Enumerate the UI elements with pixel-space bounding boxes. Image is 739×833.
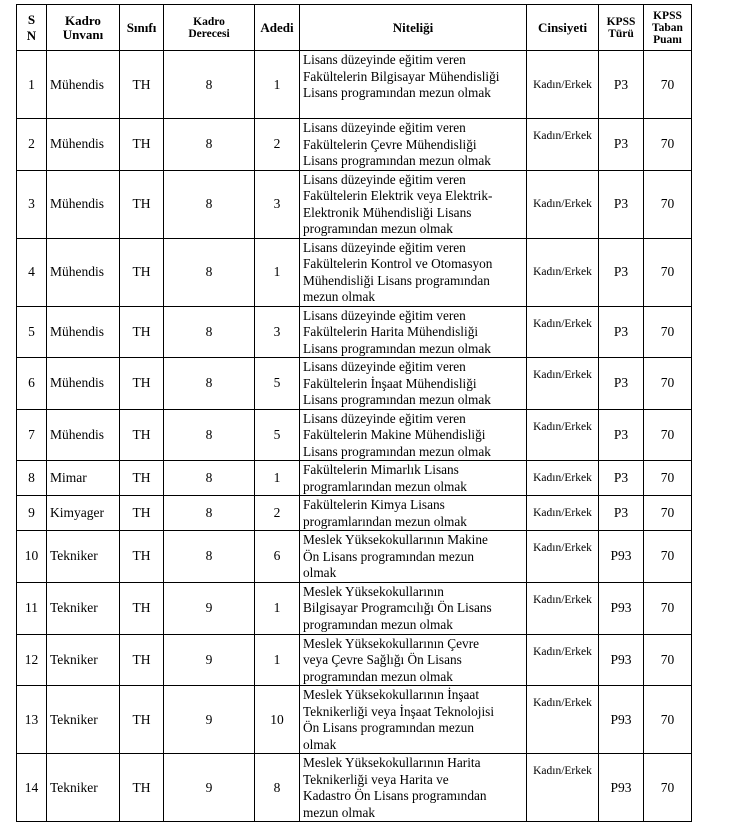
cell-sinifi: TH — [120, 409, 164, 461]
cell-kpss-turu: P3 — [599, 238, 644, 306]
cell-kpss-turu: P3 — [599, 461, 644, 496]
qualification-line: Meslek Yüksekokullarının İnşaat — [303, 687, 480, 702]
staff-positions-table — [16, 4, 692, 822]
cell-adedi: 1 — [255, 461, 300, 496]
header-derece-line1: Kadro — [193, 15, 225, 28]
qualification-line: Lisans düzeyinde eğitim veren — [303, 359, 466, 374]
cell-sn: 3 — [17, 170, 47, 238]
cell-kpss-turu: P3 — [599, 170, 644, 238]
cell-kadro-derecesi: 8 — [164, 119, 255, 171]
cell-kadro-derecesi: 8 — [164, 531, 255, 583]
cell-cinsiyeti: Kadın/Erkek — [527, 358, 599, 410]
qualification-line: Elektronik Mühendisliği Lisans — [303, 204, 472, 220]
document-page — [16, 4, 692, 822]
qualification-line: mezun olmak — [303, 289, 376, 304]
qualification-line: Ön Lisans programından mezun — [303, 720, 474, 735]
qualification-line: Fakültelerin İnşaat Mühendisliği — [303, 375, 477, 391]
table-row — [17, 170, 692, 238]
cell-niteligi — [300, 754, 527, 822]
cell-niteligi — [300, 51, 527, 119]
cell-kadro-derecesi: 9 — [164, 754, 255, 822]
qualification-line: Lisans programından mezun olmak — [303, 85, 491, 100]
cell-kadro-derecesi: 8 — [164, 306, 255, 358]
cell-kadro-unvani: Tekniker — [47, 634, 120, 686]
cell-kpss-turu: P93 — [599, 634, 644, 686]
cell-kadro-derecesi: 8 — [164, 238, 255, 306]
cell-kpss-turu: P3 — [599, 409, 644, 461]
header-unvan-line2: Unvanı — [62, 26, 104, 42]
qualification-line: mezun olmak — [303, 804, 376, 820]
qualification-line: programlarından mezun olmak — [303, 478, 467, 494]
cell-kpss-taban-puani: 70 — [644, 409, 692, 461]
cell-kadro-unvani: Mühendis — [47, 358, 120, 410]
cell-sn: 4 — [17, 238, 47, 306]
cell-adedi: 1 — [255, 634, 300, 686]
cell-kpss-turu: P3 — [599, 119, 644, 171]
cell-kadro-unvani: Mühendis — [47, 119, 120, 171]
qualification-line: Meslek Yüksekokullarının Makine — [303, 532, 488, 547]
cell-cinsiyeti: Kadın/Erkek — [527, 754, 599, 822]
table-row — [17, 754, 692, 822]
header-kadro-unvani — [47, 5, 120, 51]
cell-kpss-turu: P3 — [599, 51, 644, 119]
cell-niteligi — [300, 170, 527, 238]
cell-sn: 8 — [17, 461, 47, 496]
cell-sn: 9 — [17, 496, 47, 531]
qualification-line: Lisans düzeyinde eğitim veren — [303, 239, 466, 255]
cell-niteligi — [300, 496, 527, 531]
table-row — [17, 358, 692, 410]
qualification-line: olmak — [303, 565, 337, 580]
qualification-line: programından mezun olmak — [303, 668, 453, 684]
cell-kpss-taban-puani: 70 — [644, 754, 692, 822]
cell-adedi: 1 — [255, 582, 300, 634]
qualification-line: Teknikerliği veya İnşaat Teknolojisi — [303, 703, 495, 719]
cell-kadro-unvani: Mühendis — [47, 51, 120, 119]
header-sinifi: Sınıfı — [120, 5, 164, 51]
cell-adedi: 3 — [255, 170, 300, 238]
cell-sn: 11 — [17, 582, 47, 634]
qualification-line: Fakültelerin Çevre Mühendisliği — [303, 136, 477, 152]
qualification-line: Fakültelerin Makine Mühendisliği — [303, 427, 486, 442]
cell-sn: 6 — [17, 358, 47, 410]
header-kpss-puan-line2: Taban — [652, 21, 683, 34]
qualification-line: Lisans programından mezun olmak — [303, 153, 491, 168]
table-row — [17, 686, 692, 754]
qualification-line: Lisans düzeyinde eğitim veren — [303, 52, 466, 67]
cell-cinsiyeti: Kadın/Erkek — [527, 531, 599, 583]
cell-kadro-unvani: Mühendis — [47, 238, 120, 306]
qualification-line: Lisans düzeyinde eğitim veren — [303, 410, 466, 426]
qualification-line: Kadastro Ön Lisans programından — [303, 788, 487, 803]
cell-kpss-taban-puani: 70 — [644, 238, 692, 306]
cell-kpss-taban-puani: 70 — [644, 119, 692, 171]
cell-kadro-unvani: Tekniker — [47, 582, 120, 634]
table-row — [17, 238, 692, 306]
qualification-line: Lisans programından mezun olmak — [303, 392, 491, 407]
cell-adedi: 10 — [255, 686, 300, 754]
cell-sinifi: TH — [120, 531, 164, 583]
cell-sinifi: TH — [120, 582, 164, 634]
cell-sinifi: TH — [120, 119, 164, 171]
cell-kadro-derecesi: 8 — [164, 358, 255, 410]
cell-sn: 14 — [17, 754, 47, 822]
qualification-line: Lisans düzeyinde eğitim veren — [303, 171, 466, 187]
cell-niteligi — [300, 358, 527, 410]
header-niteligi: Niteliği — [300, 5, 527, 51]
qualification-line: Fakültelerin Harita Mühendisliği — [303, 324, 479, 339]
header-adedi: Adedi — [255, 5, 300, 51]
qualification-line: Lisans programından mezun olmak — [303, 443, 491, 459]
cell-kpss-taban-puani: 70 — [644, 51, 692, 119]
header-sn-line1: S — [27, 11, 36, 27]
cell-niteligi — [300, 582, 527, 634]
cell-sn: 10 — [17, 531, 47, 583]
cell-sn: 13 — [17, 686, 47, 754]
table-row — [17, 496, 692, 531]
table-row — [17, 51, 692, 119]
qualification-line: Bilgisayar Programcılığı Ön Lisans — [303, 600, 492, 615]
header-kadro-derecesi — [164, 5, 255, 51]
cell-kpss-taban-puani: 70 — [644, 582, 692, 634]
cell-sinifi: TH — [120, 170, 164, 238]
qualification-line: Meslek Yüksekokullarının — [303, 583, 444, 599]
cell-adedi: 1 — [255, 51, 300, 119]
cell-kpss-taban-puani: 70 — [644, 496, 692, 531]
qualification-line: Fakültelerin Kontrol ve Otomasyon — [303, 256, 493, 271]
cell-niteligi — [300, 461, 527, 496]
cell-niteligi — [300, 409, 527, 461]
cell-kpss-taban-puani: 70 — [644, 634, 692, 686]
table-row — [17, 582, 692, 634]
cell-kpss-turu: P3 — [599, 496, 644, 531]
qualification-line: Meslek Yüksekokullarının Harita — [303, 755, 481, 770]
cell-kpss-turu: P3 — [599, 358, 644, 410]
table-row — [17, 306, 692, 358]
cell-kpss-turu: P93 — [599, 582, 644, 634]
cell-kadro-unvani: Mühendis — [47, 170, 120, 238]
qualification-line: programından mezun olmak — [303, 616, 453, 632]
cell-kadro-unvani: Mimar — [47, 461, 120, 496]
qualification-line: programlarından mezun olmak — [303, 513, 467, 529]
cell-cinsiyeti: Kadın/Erkek — [527, 306, 599, 358]
header-derece-line2: Derecesi — [188, 27, 230, 40]
cell-cinsiyeti: Kadın/Erkek — [527, 634, 599, 686]
table-row — [17, 531, 692, 583]
header-kpss-turu-line2: Türü — [608, 27, 634, 40]
qualification-line: Lisans düzeyinde eğitim veren — [303, 120, 466, 135]
cell-kpss-taban-puani: 70 — [644, 531, 692, 583]
table-row — [17, 119, 692, 171]
cell-kadro-derecesi: 9 — [164, 582, 255, 634]
cell-sn: 7 — [17, 409, 47, 461]
table-row — [17, 634, 692, 686]
cell-adedi: 2 — [255, 119, 300, 171]
header-sn-line2: N — [26, 27, 37, 43]
header-kpss-taban-puani — [644, 5, 692, 51]
table-body — [17, 51, 692, 822]
header-kpss-puan-line1: KPSS — [653, 9, 682, 22]
cell-sn: 2 — [17, 119, 47, 171]
header-unvan-line1: Kadro — [65, 12, 101, 28]
cell-cinsiyeti: Kadın/Erkek — [527, 582, 599, 634]
cell-kadro-derecesi: 8 — [164, 496, 255, 531]
cell-adedi: 8 — [255, 754, 300, 822]
qualification-line: Mühendisliği Lisans programından — [303, 272, 490, 288]
table-row — [17, 409, 692, 461]
cell-sn: 1 — [17, 51, 47, 119]
cell-kadro-unvani: Mühendis — [47, 306, 120, 358]
cell-cinsiyeti: Kadın/Erkek — [527, 170, 599, 238]
qualification-line: Fakültelerin Bilgisayar Mühendisliği — [303, 68, 500, 84]
cell-adedi: 5 — [255, 358, 300, 410]
cell-adedi: 2 — [255, 496, 300, 531]
cell-kpss-turu: P93 — [599, 686, 644, 754]
cell-kadro-unvani: Kimyager — [47, 496, 120, 531]
cell-cinsiyeti: Kadın/Erkek — [527, 51, 599, 119]
cell-niteligi — [300, 119, 527, 171]
table-row — [17, 461, 692, 496]
qualification-line: Teknikerliği veya Harita ve — [303, 771, 449, 787]
cell-adedi: 3 — [255, 306, 300, 358]
cell-kadro-derecesi: 8 — [164, 409, 255, 461]
cell-kpss-taban-puani: 70 — [644, 358, 692, 410]
header-kpss-puan-line3: Puanı — [653, 33, 682, 46]
cell-sinifi: TH — [120, 754, 164, 822]
cell-kpss-taban-puani: 70 — [644, 686, 692, 754]
header-kpss-turu — [599, 5, 644, 51]
qualification-line: programından mezun olmak — [303, 221, 453, 236]
cell-cinsiyeti: Kadın/Erkek — [527, 496, 599, 531]
qualification-line: veya Çevre Sağlığı Ön Lisans — [303, 652, 462, 667]
header-kpss-turu-line1: KPSS — [606, 15, 636, 28]
qualification-line: Fakültelerin Kimya Lisans — [303, 497, 445, 512]
cell-sinifi: TH — [120, 634, 164, 686]
cell-adedi: 1 — [255, 238, 300, 306]
cell-sn: 12 — [17, 634, 47, 686]
cell-kpss-turu: P3 — [599, 306, 644, 358]
cell-niteligi — [300, 238, 527, 306]
cell-kadro-unvani: Tekniker — [47, 754, 120, 822]
cell-niteligi — [300, 531, 527, 583]
qualification-line: Lisans düzeyinde eğitim veren — [303, 307, 466, 323]
qualification-line: olmak — [303, 736, 337, 752]
cell-sinifi: TH — [120, 686, 164, 754]
cell-niteligi — [300, 686, 527, 754]
cell-kpss-taban-puani: 70 — [644, 170, 692, 238]
cell-kadro-unvani: Tekniker — [47, 686, 120, 754]
qualification-line: Ön Lisans programından mezun — [303, 548, 474, 564]
cell-kadro-derecesi: 8 — [164, 51, 255, 119]
cell-adedi: 6 — [255, 531, 300, 583]
cell-kadro-unvani: Tekniker — [47, 531, 120, 583]
cell-cinsiyeti: Kadın/Erkek — [527, 409, 599, 461]
cell-sinifi: TH — [120, 358, 164, 410]
cell-cinsiyeti: Kadın/Erkek — [527, 686, 599, 754]
cell-niteligi — [300, 306, 527, 358]
qualification-line: Lisans programından mezun olmak — [303, 340, 491, 356]
cell-niteligi — [300, 634, 527, 686]
cell-sinifi: TH — [120, 238, 164, 306]
cell-cinsiyeti: Kadın/Erkek — [527, 238, 599, 306]
cell-cinsiyeti: Kadın/Erkek — [527, 119, 599, 171]
qualification-line: Fakültelerin Mimarlık Lisans — [303, 462, 459, 477]
cell-kadro-derecesi: 8 — [164, 170, 255, 238]
cell-sinifi: TH — [120, 461, 164, 496]
cell-kadro-unvani: Mühendis — [47, 409, 120, 461]
cell-cinsiyeti: Kadın/Erkek — [527, 461, 599, 496]
cell-sinifi: TH — [120, 306, 164, 358]
cell-kpss-taban-puani: 70 — [644, 306, 692, 358]
cell-sinifi: TH — [120, 496, 164, 531]
table-header-row — [17, 5, 692, 51]
cell-kpss-turu: P93 — [599, 754, 644, 822]
cell-kadro-derecesi: 9 — [164, 686, 255, 754]
cell-sn: 5 — [17, 306, 47, 358]
cell-kadro-derecesi: 8 — [164, 461, 255, 496]
header-sn — [17, 5, 47, 51]
cell-adedi: 5 — [255, 409, 300, 461]
qualification-line: Fakültelerin Elektrik veya Elektrik- — [303, 188, 493, 203]
cell-sinifi: TH — [120, 51, 164, 119]
cell-kpss-turu: P93 — [599, 531, 644, 583]
header-cinsiyeti: Cinsiyeti — [527, 5, 599, 51]
qualification-line: Meslek Yüksekokullarının Çevre — [303, 635, 480, 651]
cell-kadro-derecesi: 9 — [164, 634, 255, 686]
cell-kpss-taban-puani: 70 — [644, 461, 692, 496]
